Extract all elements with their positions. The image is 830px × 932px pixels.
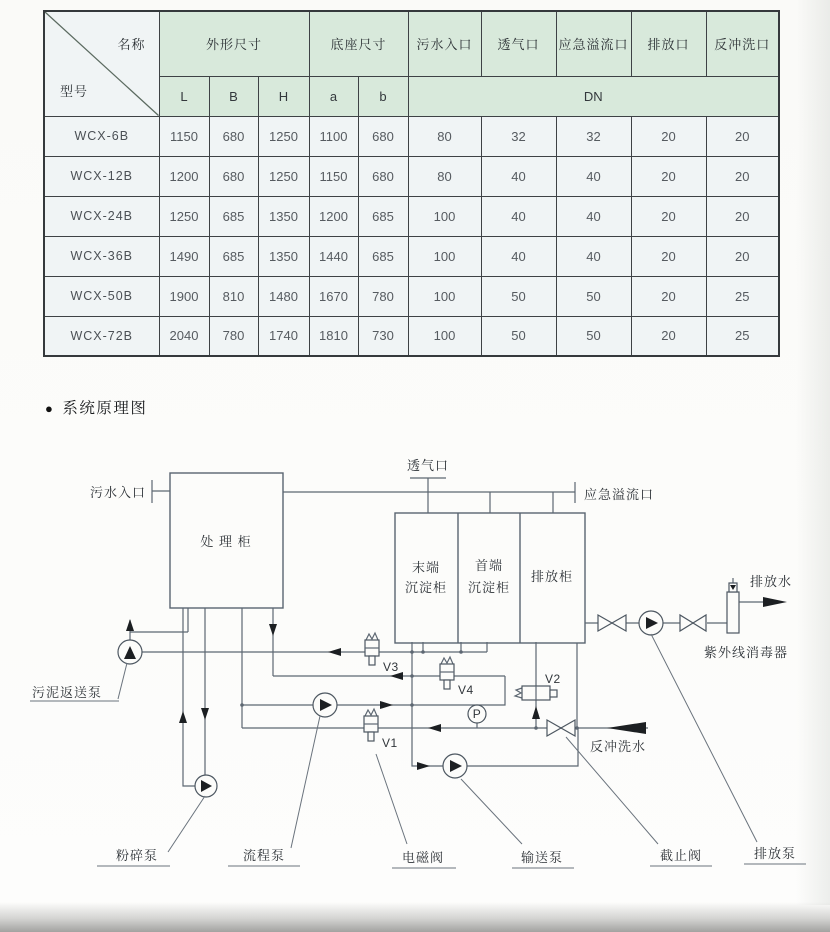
header-sewage-inlet: 污水入口: [408, 11, 481, 76]
backwash-inlet-arrow: [607, 722, 646, 734]
treatment-cabinet-label: 处 理 柜: [200, 534, 252, 549]
discharge-outlet-arrow: [763, 597, 787, 607]
table-row: WCX-50B 1900 810 1480 1670 780 100 50 50 20 25: [44, 276, 779, 316]
subheader-B: B: [209, 76, 258, 116]
section-title: [45, 396, 147, 418]
model-cell: WCX-12B: [44, 156, 159, 196]
section-title-text: 系统原理图: [62, 400, 148, 417]
solenoid-valve-v3: [365, 633, 399, 674]
discharge-pump: [639, 611, 663, 635]
header-discharge: 排放口: [631, 11, 706, 76]
gate-valve-2: [680, 615, 706, 631]
leader-lines: [30, 634, 806, 868]
v1-tag: V1: [382, 736, 398, 750]
discharge-pump-label: 排放泵: [753, 846, 797, 861]
subheader-L: L: [159, 76, 209, 116]
solenoid-valve-v2: [515, 672, 561, 700]
v4-tag: V4: [458, 683, 474, 697]
process-pump: [313, 693, 337, 717]
corner-cell: [44, 11, 159, 116]
model-cell: WCX-50B: [44, 276, 159, 316]
transfer-pump-label: 输送泵: [520, 850, 564, 865]
discharge-tank-label: 排放柜: [530, 569, 574, 584]
solenoid-valve-v4: [440, 657, 474, 697]
v3-tag: V3: [383, 660, 399, 674]
subheader-DN: DN: [408, 76, 779, 116]
pressure-gauge: [468, 705, 486, 723]
diagonal-line: [45, 12, 159, 116]
header-outline-dims: 外形尺寸: [159, 11, 309, 76]
uv-sterilizer: [727, 583, 739, 633]
sedimentation-tank-block: [395, 513, 585, 643]
header-overflow: 应急溢流口: [556, 11, 631, 76]
corner-label-name: 名称: [117, 37, 146, 52]
end-sed-label-1: 末端: [411, 560, 441, 575]
model-cell: WCX-24B: [44, 196, 159, 236]
stop-valve: [547, 720, 575, 736]
first-sed-label-1: 首端: [474, 558, 504, 573]
crusher-pump-label: 粉碎泵: [115, 848, 159, 863]
stop-valve-label: 截止阀: [659, 848, 703, 863]
emergency-overflow-label: 应急溢流口: [584, 487, 655, 502]
treatment-cabinet: [170, 473, 283, 608]
pipes: [130, 478, 763, 786]
uv-sterilizer-label: 紫外线消毒器: [704, 645, 789, 660]
backwash-water-label: 反冲洗水: [590, 739, 647, 754]
system-diagram: [0, 430, 830, 932]
corner-label-model: 型号: [60, 83, 89, 99]
solenoid-valve-label: 电磁阀: [401, 850, 445, 865]
header-base-dims: 底座尺寸: [309, 11, 408, 76]
sludge-return-pump-label: 污泥返送泵: [32, 685, 103, 700]
model-cell: WCX-36B: [44, 236, 159, 276]
first-sed-label-2: 沉淀柜: [467, 580, 511, 595]
table-row: WCX-12B 1200 680 1250 1150 680 80 40 40 20 20: [44, 156, 779, 196]
subheader-H: H: [258, 76, 309, 116]
table-row: WCX-36B 1490 685 1350 1440 685 100 40 40 20 20: [44, 236, 779, 276]
gate-valve-1: [598, 615, 626, 631]
subheader-b: b: [358, 76, 408, 116]
solenoid-valve-v1: [364, 709, 398, 750]
transfer-pump: [443, 754, 467, 778]
crusher-pump: [195, 775, 217, 797]
pressure-gauge-label: P: [472, 707, 482, 721]
end-sed-label-2: 沉淀柜: [404, 580, 448, 595]
table-row: WCX-6B 1150 680 1250 1100 680 80 32 32 20 20: [44, 116, 779, 156]
model-cell: WCX-6B: [44, 116, 159, 156]
v2-tag: V2: [545, 672, 561, 686]
table-row: WCX-24B 1250 685 1350 1200 685 100 40 40 20 20: [44, 196, 779, 236]
discharge-water-label: 排放水: [750, 574, 793, 589]
sludge-return-pump: [118, 640, 142, 664]
model-cell: WCX-72B: [44, 316, 159, 356]
table-row: WCX-72B 2040 780 1740 1810 730 100 50 50 20 25: [44, 316, 779, 356]
header-backwash: 反冲洗口: [706, 11, 779, 76]
subheader-a: a: [309, 76, 358, 116]
spec-table: [43, 10, 780, 357]
bullet-icon: ●: [45, 401, 55, 416]
vent-label: 透气口: [406, 458, 450, 473]
process-pump-label: 流程泵: [242, 848, 286, 863]
sewage-inlet-label: 污水入口: [89, 485, 146, 500]
header-vent: 透气口: [481, 11, 556, 76]
